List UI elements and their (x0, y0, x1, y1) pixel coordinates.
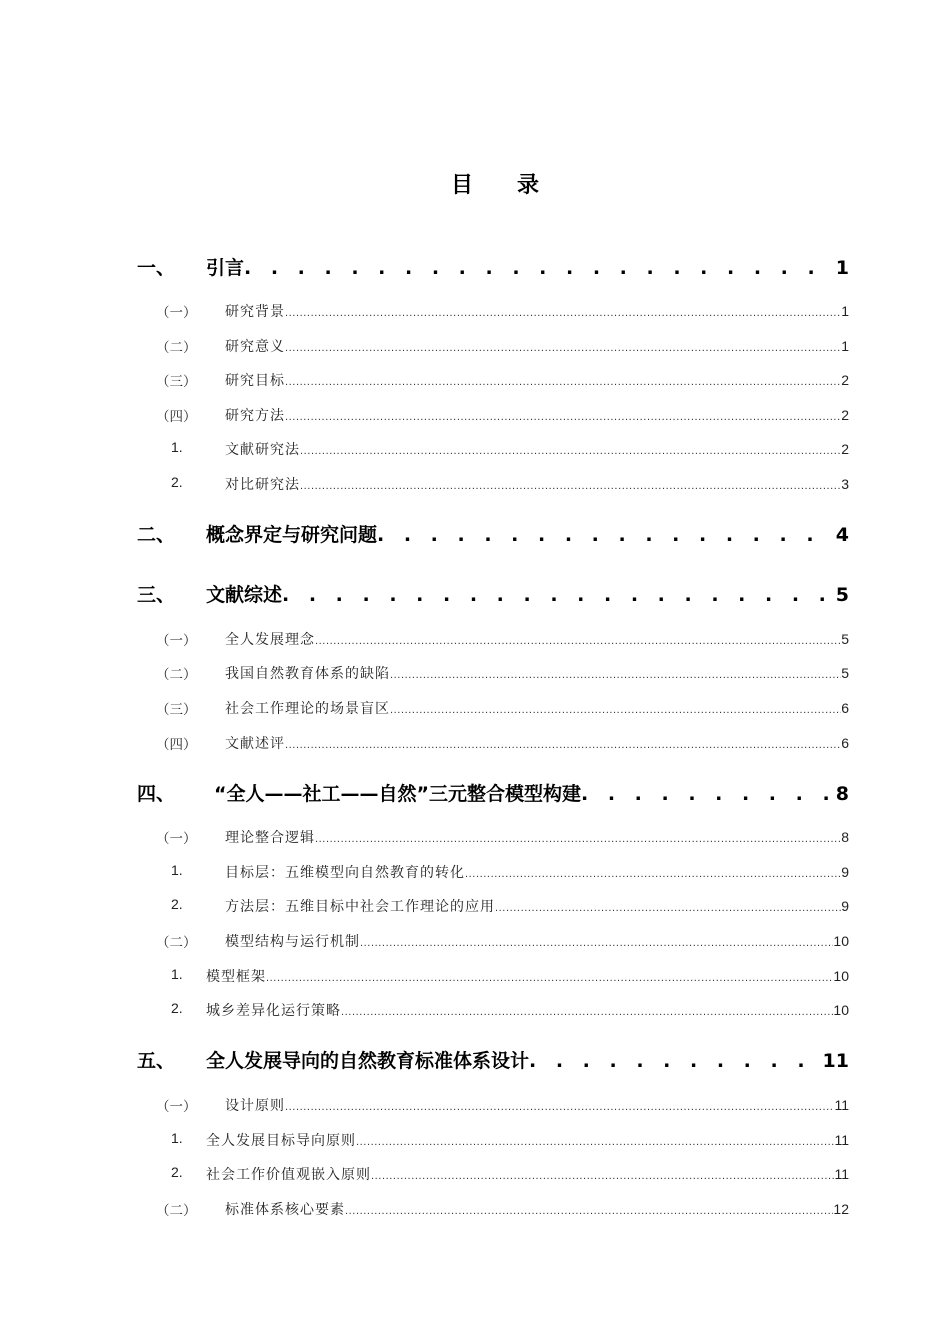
dot-leader (285, 411, 841, 423)
toc-entry-title[interactable]: 标准体系核心要素 (225, 1202, 345, 1218)
toc-entry-line[interactable] (206, 1130, 849, 1150)
toc-entry-number: 五、 (137, 1050, 176, 1072)
toc-entry-page: 5 (841, 665, 849, 681)
toc-entry-page: 6 (841, 735, 849, 751)
toc-entry-page: 11 (834, 1132, 849, 1148)
toc-entry-level2[interactable] (0, 372, 950, 403)
dot-leader (315, 833, 841, 845)
toc-entry-title[interactable]: 研究意义 (225, 339, 285, 355)
toc-entry-page: 4 (835, 524, 849, 546)
toc-entry-line[interactable] (206, 580, 849, 607)
toc-entry-line[interactable] (225, 931, 849, 951)
toc-entry-line[interactable] (225, 629, 849, 649)
toc-entry-number: （二） (156, 1203, 197, 1219)
toc-entry-level1[interactable] (0, 524, 950, 556)
dot-leader (390, 669, 841, 681)
toc-entry-title[interactable]: 全人发展目标导向原则 (206, 1133, 356, 1149)
toc-entry-title[interactable]: 研究方法 (225, 408, 285, 424)
toc-entry-number: （四） (156, 409, 197, 425)
toc-entry-title[interactable]: 理论整合逻辑 (225, 830, 315, 846)
toc-entry-page: 9 (841, 864, 849, 880)
dot-leader (285, 342, 841, 354)
dot-leader (360, 937, 833, 949)
dot-leader (285, 739, 841, 751)
toc-entry-number: 三、 (137, 584, 176, 606)
dot-leader (495, 902, 841, 914)
toc-entry-line[interactable] (225, 827, 849, 847)
toc-entry-line[interactable] (225, 862, 849, 882)
toc-entry-page: 11 (834, 1166, 849, 1182)
toc-entry-line[interactable] (225, 336, 849, 356)
toc-entry-line[interactable] (225, 698, 849, 718)
toc-entry-page: 12 (833, 1201, 849, 1217)
dot-leader (390, 704, 841, 716)
toc-entry-number: 1. (171, 439, 183, 455)
dot-leader (285, 1101, 834, 1113)
dot-leader (315, 635, 841, 647)
toc-entry-level3[interactable] (0, 439, 950, 472)
dot-leader (345, 1205, 833, 1217)
toc-entry-level2[interactable] (0, 933, 950, 964)
dot-leader (285, 307, 841, 319)
dot-leader (341, 1006, 833, 1018)
toc-entry-line[interactable] (206, 1164, 849, 1184)
toc-entry-line[interactable] (206, 1000, 849, 1020)
dot-leader (529, 1050, 821, 1072)
toc-entry-number: （一） (156, 305, 197, 321)
toc-entry-title[interactable]: 方法层：五维目标中社会工作理论的应用 (225, 899, 495, 915)
toc-entry-page: 2 (841, 372, 849, 388)
toc-entry-title[interactable]: 引言 (206, 257, 245, 279)
toc-entry-level3[interactable] (0, 1164, 950, 1197)
toc-entry-number: （三） (156, 374, 197, 390)
toc-entry-number: （一） (156, 1099, 197, 1115)
toc-entry-level1[interactable] (0, 257, 950, 289)
toc-entry-number: 1. (171, 1130, 183, 1146)
toc-entry-page: 5 (835, 584, 849, 606)
toc-entry-number: （一） (156, 633, 197, 649)
toc-entry-title[interactable]: 文献述评 (225, 736, 285, 752)
toc-entry-level2[interactable] (0, 735, 950, 766)
dot-leader (266, 972, 833, 984)
toc-entry-number: 2. (171, 1164, 183, 1180)
toc-entry-level2[interactable] (0, 407, 950, 438)
toc-entry-line[interactable] (206, 1046, 849, 1073)
toc-entry-number: （二） (156, 340, 197, 356)
toc-entry-page: 5 (841, 631, 849, 647)
toc-entry-title[interactable]: 全人发展理念 (225, 632, 315, 648)
toc-entry-page: 10 (833, 1002, 849, 1018)
toc-entry-page: 1 (841, 303, 849, 319)
toc-title (0, 168, 950, 199)
toc-entry-number: （二） (156, 935, 197, 951)
toc-entry-title[interactable]: 模型结构与运行机制 (225, 934, 360, 950)
toc-entry-level3[interactable] (0, 966, 950, 999)
dot-leader (371, 1170, 834, 1182)
toc-entry-level3[interactable] (0, 896, 950, 929)
toc-entry-number: （二） (156, 667, 197, 683)
dot-leader (377, 524, 834, 546)
toc-entry-number: 一、 (137, 257, 176, 279)
toc-entry-title[interactable]: 文献研究法 (225, 442, 300, 458)
toc-entry-page: 3 (841, 476, 849, 492)
toc-entry-title[interactable]: 社会工作理论的场景盲区 (225, 701, 390, 717)
toc-entry-line[interactable] (225, 301, 849, 321)
toc-entry-title[interactable]: 研究背景 (225, 304, 285, 320)
toc-entry-title[interactable]: 社会工作价值观嵌入原则 (206, 1167, 371, 1183)
toc-title-part1: 目 (450, 172, 473, 198)
toc-entry-page: 8 (835, 783, 849, 805)
toc-entry-level2[interactable] (0, 303, 950, 334)
toc-entry-line[interactable] (225, 896, 849, 916)
toc-entry-line[interactable] (225, 405, 849, 425)
toc-entry-number: 二、 (137, 524, 176, 546)
dot-leader (244, 257, 834, 279)
toc-entry-title[interactable]: 全人发展导向的自然教育标准体系设计 (206, 1050, 530, 1072)
toc-entry-line[interactable] (225, 474, 849, 494)
toc-entry-page: 1 (841, 338, 849, 354)
toc-entry-title[interactable]: 模型框架 (206, 969, 266, 985)
toc-entry-level1[interactable] (0, 783, 950, 815)
toc-entry-page: 10 (833, 933, 849, 949)
toc-entry-level3[interactable] (0, 474, 950, 507)
toc-entry-level2[interactable] (0, 829, 950, 860)
toc-entry-page: 8 (841, 829, 849, 845)
toc-entry-line[interactable] (225, 439, 849, 459)
toc-entry-number: 1. (171, 966, 183, 982)
toc-entry-level2[interactable] (0, 1201, 950, 1232)
toc-entry-line[interactable] (225, 663, 849, 683)
dot-leader (465, 868, 841, 880)
toc-entry-title[interactable]: 设计原则 (225, 1098, 285, 1114)
toc-entry-line[interactable] (206, 253, 849, 280)
dot-leader (300, 480, 841, 492)
dot-leader (581, 783, 834, 805)
toc-entry-number: （三） (156, 702, 197, 718)
toc-entry-page: 2 (841, 441, 849, 457)
toc-entry-number: 2. (171, 896, 183, 912)
toc-entry-level2[interactable] (0, 665, 950, 696)
toc-entry-title[interactable]: 研究目标 (225, 373, 285, 389)
toc-entry-level3[interactable] (0, 1130, 950, 1163)
toc-entry-level2[interactable] (0, 631, 950, 662)
toc-entry-level3[interactable] (0, 1000, 950, 1033)
toc-entry-page: 2 (841, 407, 849, 423)
toc-entry-page: 6 (841, 700, 849, 716)
toc-entry-title[interactable]: “全人——社工——自然”三元整合模型构建 (214, 783, 581, 805)
toc-entry-title[interactable]: 文献综述 (206, 584, 283, 606)
toc-entry-title[interactable]: 城乡差异化运行策略 (206, 1003, 341, 1019)
toc-entry-line[interactable] (225, 1095, 849, 1115)
toc-entry-title[interactable]: 对比研究法 (225, 477, 300, 493)
toc-entry-title[interactable]: 目标层：五维模型向自然教育的转化 (225, 865, 465, 881)
toc-entry-page: 11 (822, 1050, 849, 1072)
toc-entry-title[interactable]: 我国自然教育体系的缺陷 (225, 666, 390, 682)
toc-entry-page: 9 (841, 898, 849, 914)
toc-title-part2: 录 (517, 172, 540, 198)
toc-entry-level1[interactable] (0, 584, 950, 616)
toc-entry-line[interactable] (214, 779, 849, 806)
dot-leader (285, 376, 841, 388)
dot-leader (282, 584, 834, 606)
toc-entry-number: （一） (156, 831, 197, 847)
toc-entry-line[interactable] (206, 966, 849, 986)
dot-leader (356, 1136, 834, 1148)
toc-entry-number: （四） (156, 737, 197, 753)
toc-entry-number: 四、 (137, 783, 176, 805)
toc-entry-number: 1. (171, 862, 183, 878)
toc-entry-page: 1 (835, 257, 849, 279)
toc-entry-line[interactable] (225, 1199, 849, 1219)
toc-entry-page: 11 (834, 1097, 849, 1113)
toc-entry-level3[interactable] (0, 862, 950, 895)
toc-entry-line[interactable] (206, 520, 849, 547)
toc-entry-level2[interactable] (0, 1097, 950, 1128)
dot-leader (300, 445, 841, 457)
toc-entry-page: 10 (833, 968, 849, 984)
toc-entry-level2[interactable] (0, 700, 950, 731)
toc-entry-line[interactable] (225, 370, 849, 390)
toc-entry-level2[interactable] (0, 338, 950, 369)
toc-entry-line[interactable] (225, 733, 849, 753)
toc-entry-number: 2. (171, 1000, 183, 1016)
toc-entry-level1[interactable] (0, 1050, 950, 1082)
toc-entry-number: 2. (171, 474, 183, 490)
toc-entry-title[interactable]: 概念界定与研究问题 (206, 524, 378, 546)
